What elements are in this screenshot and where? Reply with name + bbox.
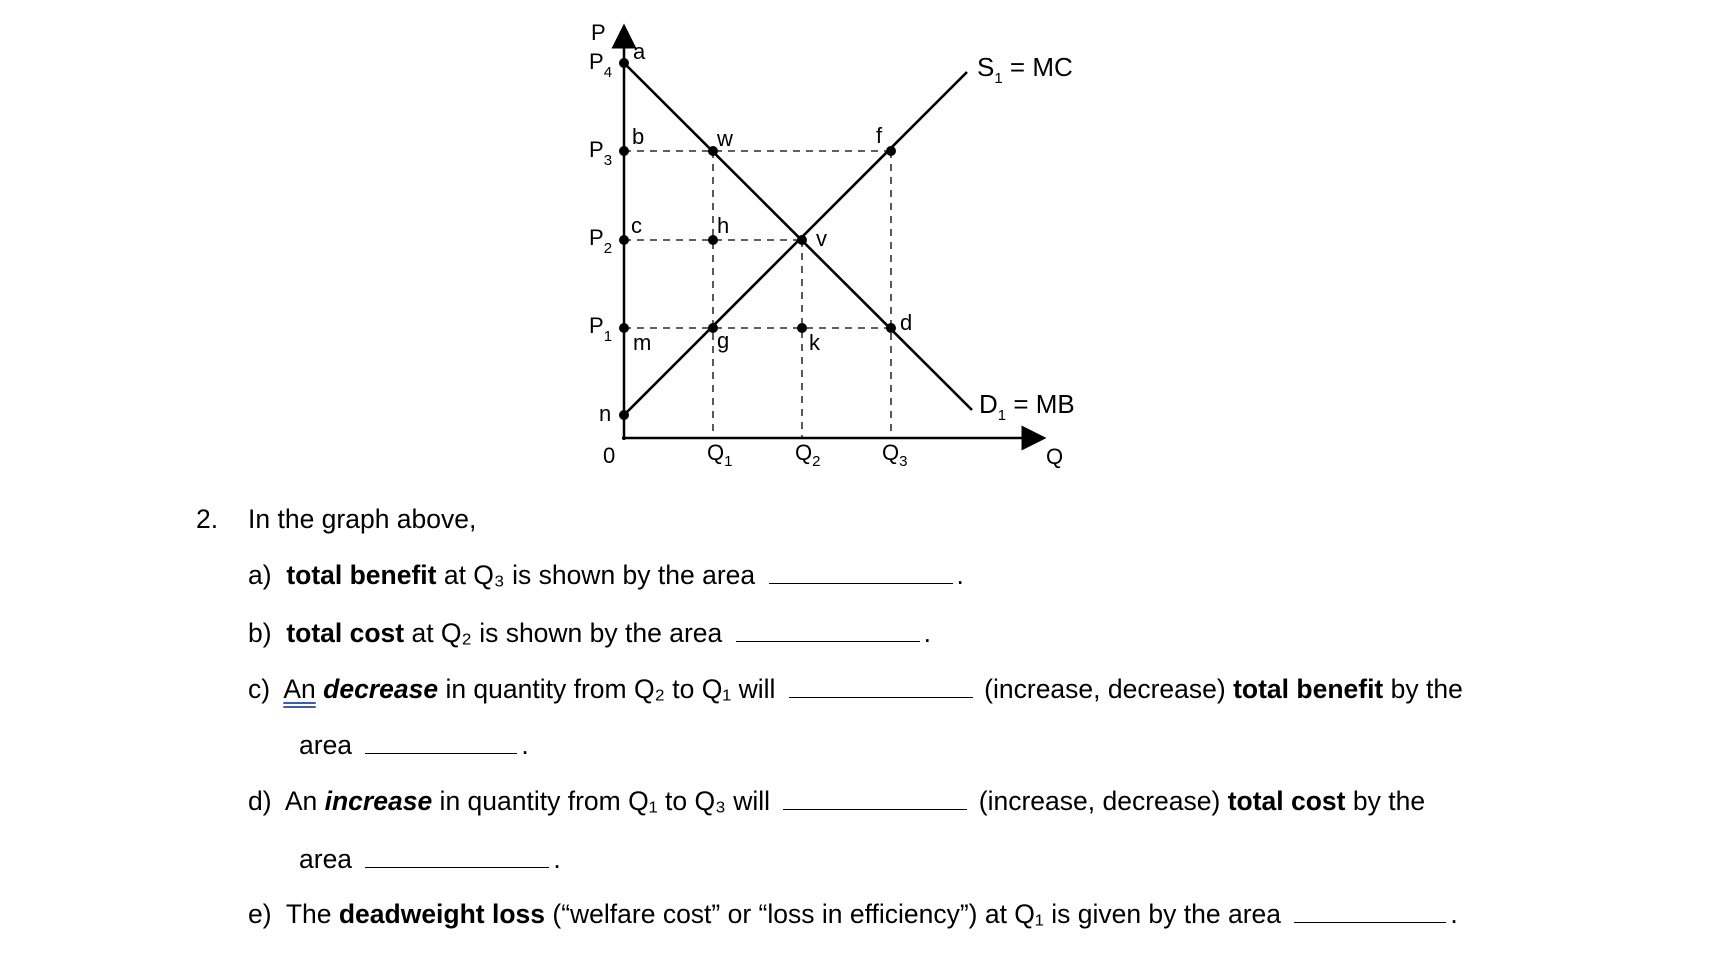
dashed-guides	[624, 151, 891, 438]
item-c-label: c)	[248, 674, 271, 704]
item-a-end: .	[956, 560, 964, 590]
item-e-bold: deadweight loss	[338, 899, 546, 929]
blank-c1[interactable]	[789, 675, 973, 698]
label-d: d	[900, 310, 913, 335]
price-label-p1: P1	[589, 313, 613, 345]
point-c	[619, 235, 629, 245]
item-e	[248, 897, 1458, 931]
item-c-pre: An	[283, 674, 316, 704]
item-c-tail: by the	[1383, 674, 1463, 704]
point-d	[886, 323, 896, 333]
label-c: c	[631, 213, 642, 238]
demand-curve	[624, 63, 972, 410]
blank-a[interactable]	[769, 561, 953, 584]
item-e-label: e)	[248, 899, 272, 929]
item-a	[248, 558, 964, 592]
quantity-label-q3: Q3	[882, 440, 908, 470]
label-b: b	[632, 124, 645, 149]
item-b-label: b)	[248, 618, 272, 648]
graph-points	[619, 58, 896, 420]
label-k: k	[809, 330, 820, 355]
item-d	[248, 784, 1425, 818]
question-number: 2.	[196, 504, 219, 534]
item-a-label: a)	[248, 560, 272, 590]
supply-label: S1 = MC	[977, 52, 1073, 87]
item-c-end: .	[521, 730, 529, 760]
item-d-emph: increase	[324, 786, 433, 816]
item-d-bold: total cost	[1227, 786, 1346, 816]
item-c-cont-text: area	[299, 730, 353, 760]
item-b-text: at Q₂ is shown by the area	[404, 618, 723, 648]
blank-b[interactable]	[736, 619, 920, 642]
quantity-axis-label: Q	[1046, 444, 1064, 469]
item-c	[248, 672, 1463, 706]
price-axis-label: P	[591, 20, 606, 45]
item-d-label: d)	[248, 786, 272, 816]
point-b	[619, 146, 629, 156]
blank-d1[interactable]	[783, 787, 967, 810]
point-v	[797, 235, 807, 245]
label-f: f	[876, 123, 883, 148]
label-m: m	[633, 330, 652, 355]
blank-c2[interactable]	[365, 731, 517, 754]
point-a	[619, 58, 629, 68]
quantity-label-q1: Q1	[707, 440, 733, 470]
item-b-end: .	[923, 618, 932, 648]
item-d-cont-text: area	[299, 844, 353, 874]
item-d-end: .	[553, 844, 561, 874]
label-a: a	[633, 39, 646, 64]
price-label-p3: P3	[589, 137, 613, 169]
point-f	[886, 146, 896, 156]
label-n: n	[599, 401, 612, 426]
label-v: v	[816, 226, 827, 251]
item-b-bold: total cost	[286, 618, 405, 648]
item-d-choice: (increase, decrease)	[978, 786, 1228, 816]
item-d-cont	[299, 842, 561, 876]
origin-label: 0	[603, 443, 616, 468]
item-d-pre: An	[284, 786, 325, 816]
item-e-end: .	[1450, 899, 1458, 929]
question-intro: In the graph above,	[248, 504, 477, 534]
blank-e[interactable]	[1294, 900, 1446, 923]
item-c-choice: (increase, decrease)	[984, 674, 1234, 704]
item-d-mid: in quantity from Q₁ to Q₃ will	[432, 786, 771, 816]
item-c-bold: total benefit	[1233, 674, 1384, 704]
price-label-p2: P2	[589, 225, 613, 257]
item-a-bold: total benefit	[286, 560, 437, 590]
point-n	[619, 410, 629, 420]
item-c-mid: in quantity from Q₂ to Q₁ will	[438, 674, 776, 704]
label-h: h	[717, 213, 730, 238]
point-m	[619, 323, 629, 333]
item-e-pre: The	[285, 899, 339, 929]
item-a-text: at Q₃ is shown by the area	[436, 560, 756, 590]
point-k	[797, 323, 807, 333]
blank-d2[interactable]	[365, 845, 549, 868]
item-b	[248, 616, 931, 650]
price-label-p4: P4	[589, 49, 613, 81]
quantity-label-q2: Q2	[795, 440, 821, 470]
supply-curve	[624, 72, 967, 415]
item-e-text: (“welfare cost” or “loss in efficiency”) at Q₁ is given by the area	[545, 899, 1282, 929]
demand-label: D1 = MB	[979, 389, 1075, 424]
item-c-emph: decrease	[323, 674, 439, 704]
item-c-cont	[299, 728, 529, 762]
label-w: w	[717, 126, 733, 151]
item-d-tail: by the	[1345, 786, 1426, 816]
label-g: g	[717, 328, 730, 353]
